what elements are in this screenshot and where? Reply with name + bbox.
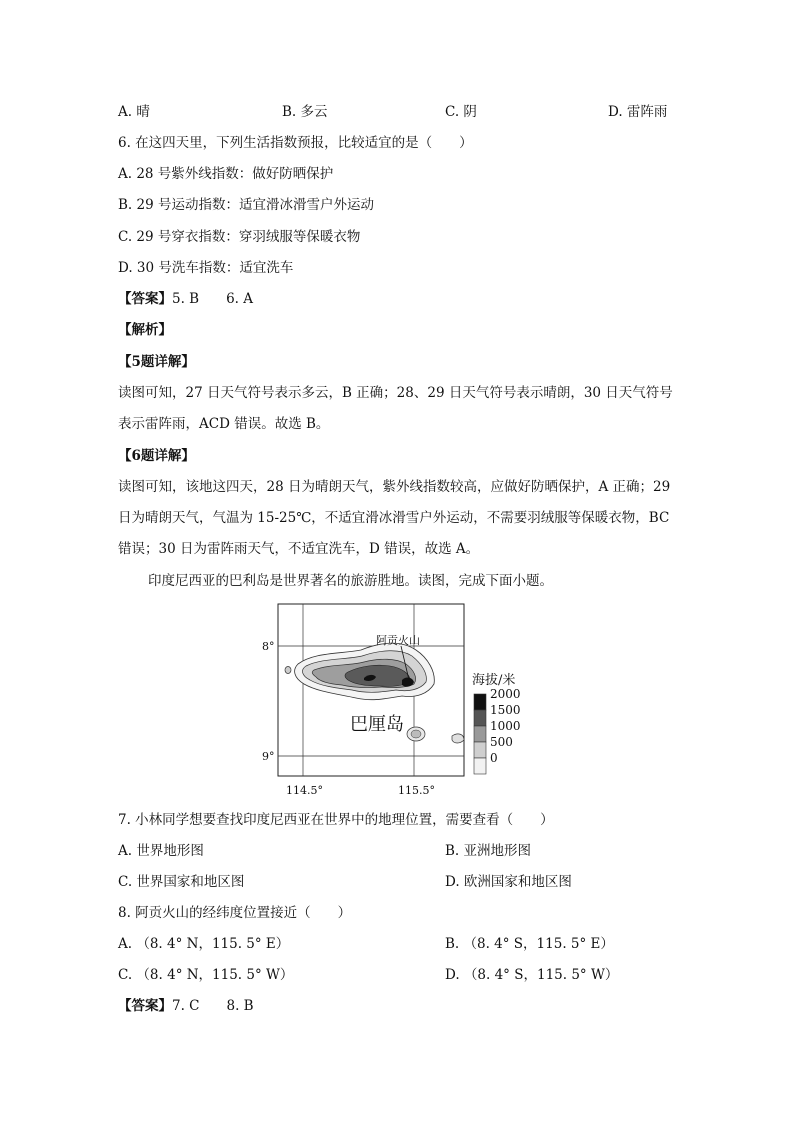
q5-option-b: B. 多云 (282, 104, 328, 120)
legend-swatch (474, 694, 486, 710)
q6-option-c: C. 29 号穿衣指数：穿羽绒服等保暖衣物 (118, 229, 361, 245)
volcano-label: 阿贡火山 (376, 634, 420, 647)
bali-topographic-map (256, 602, 536, 802)
legend-value: 2000 (490, 687, 521, 701)
q8-stem: 8. 阿贡火山的经纬度位置接近（ ） (118, 905, 352, 921)
legend-swatch (474, 710, 486, 726)
lon-label-114-5: 114.5° (286, 784, 323, 797)
answer-text-2: 7. C 8. B (172, 998, 254, 1014)
q7-stem: 7. 小林同学想要查找印度尼西亚在世界中的地理位置，需要查看（ ） (118, 812, 554, 828)
q6-option-d: D. 30 号洗车指数：适宜洗车 (118, 260, 294, 276)
q8-option-b: B. （8. 4° S，115. 5° E） (445, 936, 614, 952)
q6-detail-line-2: 日为晴朗天气，气温为 15-25℃，不适宜滑冰滑雪户外运动，不需要羽绒服等保暖衣物，BC (118, 510, 670, 526)
q7-option-b: B. 亚洲地形图 (445, 843, 532, 859)
q6-option-a: A. 28 号紫外线指数：做好防晒保护 (118, 166, 334, 182)
q5-option-a: A. 晴 (118, 104, 150, 120)
q5-detail-line-1: 读图可知，27 日天气符号表示多云，B 正确；28、29 日天气符号表示晴朗，30 日天气符号 (118, 385, 673, 401)
q7-option-d: D. 欧洲国家和地区图 (445, 874, 572, 890)
analysis-heading: 【解析】 (118, 322, 172, 338)
q8-option-d: D. （8. 4° S，115. 5° W） (445, 967, 619, 983)
q6-detail-heading: 【6题详解】 (118, 448, 195, 464)
q6-stem: 6. 在这四天里，下列生活指数预报，比较适宜的是（ ） (118, 135, 473, 151)
answer-text: 5. B 6. A (172, 291, 254, 307)
lat-label-8: 8° (262, 640, 275, 653)
q5-option-c: C. 阴 (445, 104, 477, 120)
q6-detail-line-3: 错误；30 日为雷阵雨天气，不适宜洗车，D 错误，故选 A。 (118, 541, 480, 557)
q5-detail-heading: 【5题详解】 (118, 354, 195, 370)
answer-line-2 (118, 997, 254, 1015)
q6-option-b: B. 29 号运动指数：适宜滑冰滑雪户外运动 (118, 197, 374, 213)
lon-label-115-5: 115.5° (398, 784, 435, 797)
legend-swatch (474, 758, 486, 774)
q7-option-a: A. 世界地形图 (118, 843, 204, 859)
q8-option-c: C. （8. 4° N，115. 5° W） (118, 967, 294, 983)
legend-value: 500 (490, 735, 513, 749)
answer-label: 【答案】 (118, 291, 172, 307)
elevation-legend (474, 687, 521, 774)
legend-swatch (474, 742, 486, 758)
legend-title: 海拔/米 (472, 673, 516, 688)
q5-detail-line-2: 表示雷阵雨，ACD 错误。故选 B。 (118, 416, 330, 432)
legend-value: 1500 (490, 703, 521, 717)
legend-value: 1000 (490, 719, 521, 733)
answer-label-2: 【答案】 (118, 998, 172, 1014)
q5-option-d: D. 雷阵雨 (608, 104, 668, 120)
q6-detail-line-1: 读图可知，该地这四天，28 日为晴朗天气，紫外线指数较高，应做好防晒保护，A 正确；29 (118, 479, 671, 495)
answer-line-1 (118, 290, 253, 308)
q7-option-c: C. 世界国家和地区图 (118, 874, 245, 890)
nusa-penida-contour (411, 730, 421, 738)
islet-west (285, 667, 291, 674)
legend-value: 0 (490, 751, 498, 765)
lat-label-9: 9° (262, 750, 275, 763)
legend-swatch (474, 726, 486, 742)
passage-intro: 印度尼西亚的巴利岛是世界著名的旅游胜地。读图，完成下面小题。 (148, 573, 553, 589)
island-label: 巴厘岛 (350, 714, 404, 735)
q8-option-a: A. （8. 4° N，115. 5° E） (118, 936, 290, 952)
lombok-edge (452, 734, 464, 743)
